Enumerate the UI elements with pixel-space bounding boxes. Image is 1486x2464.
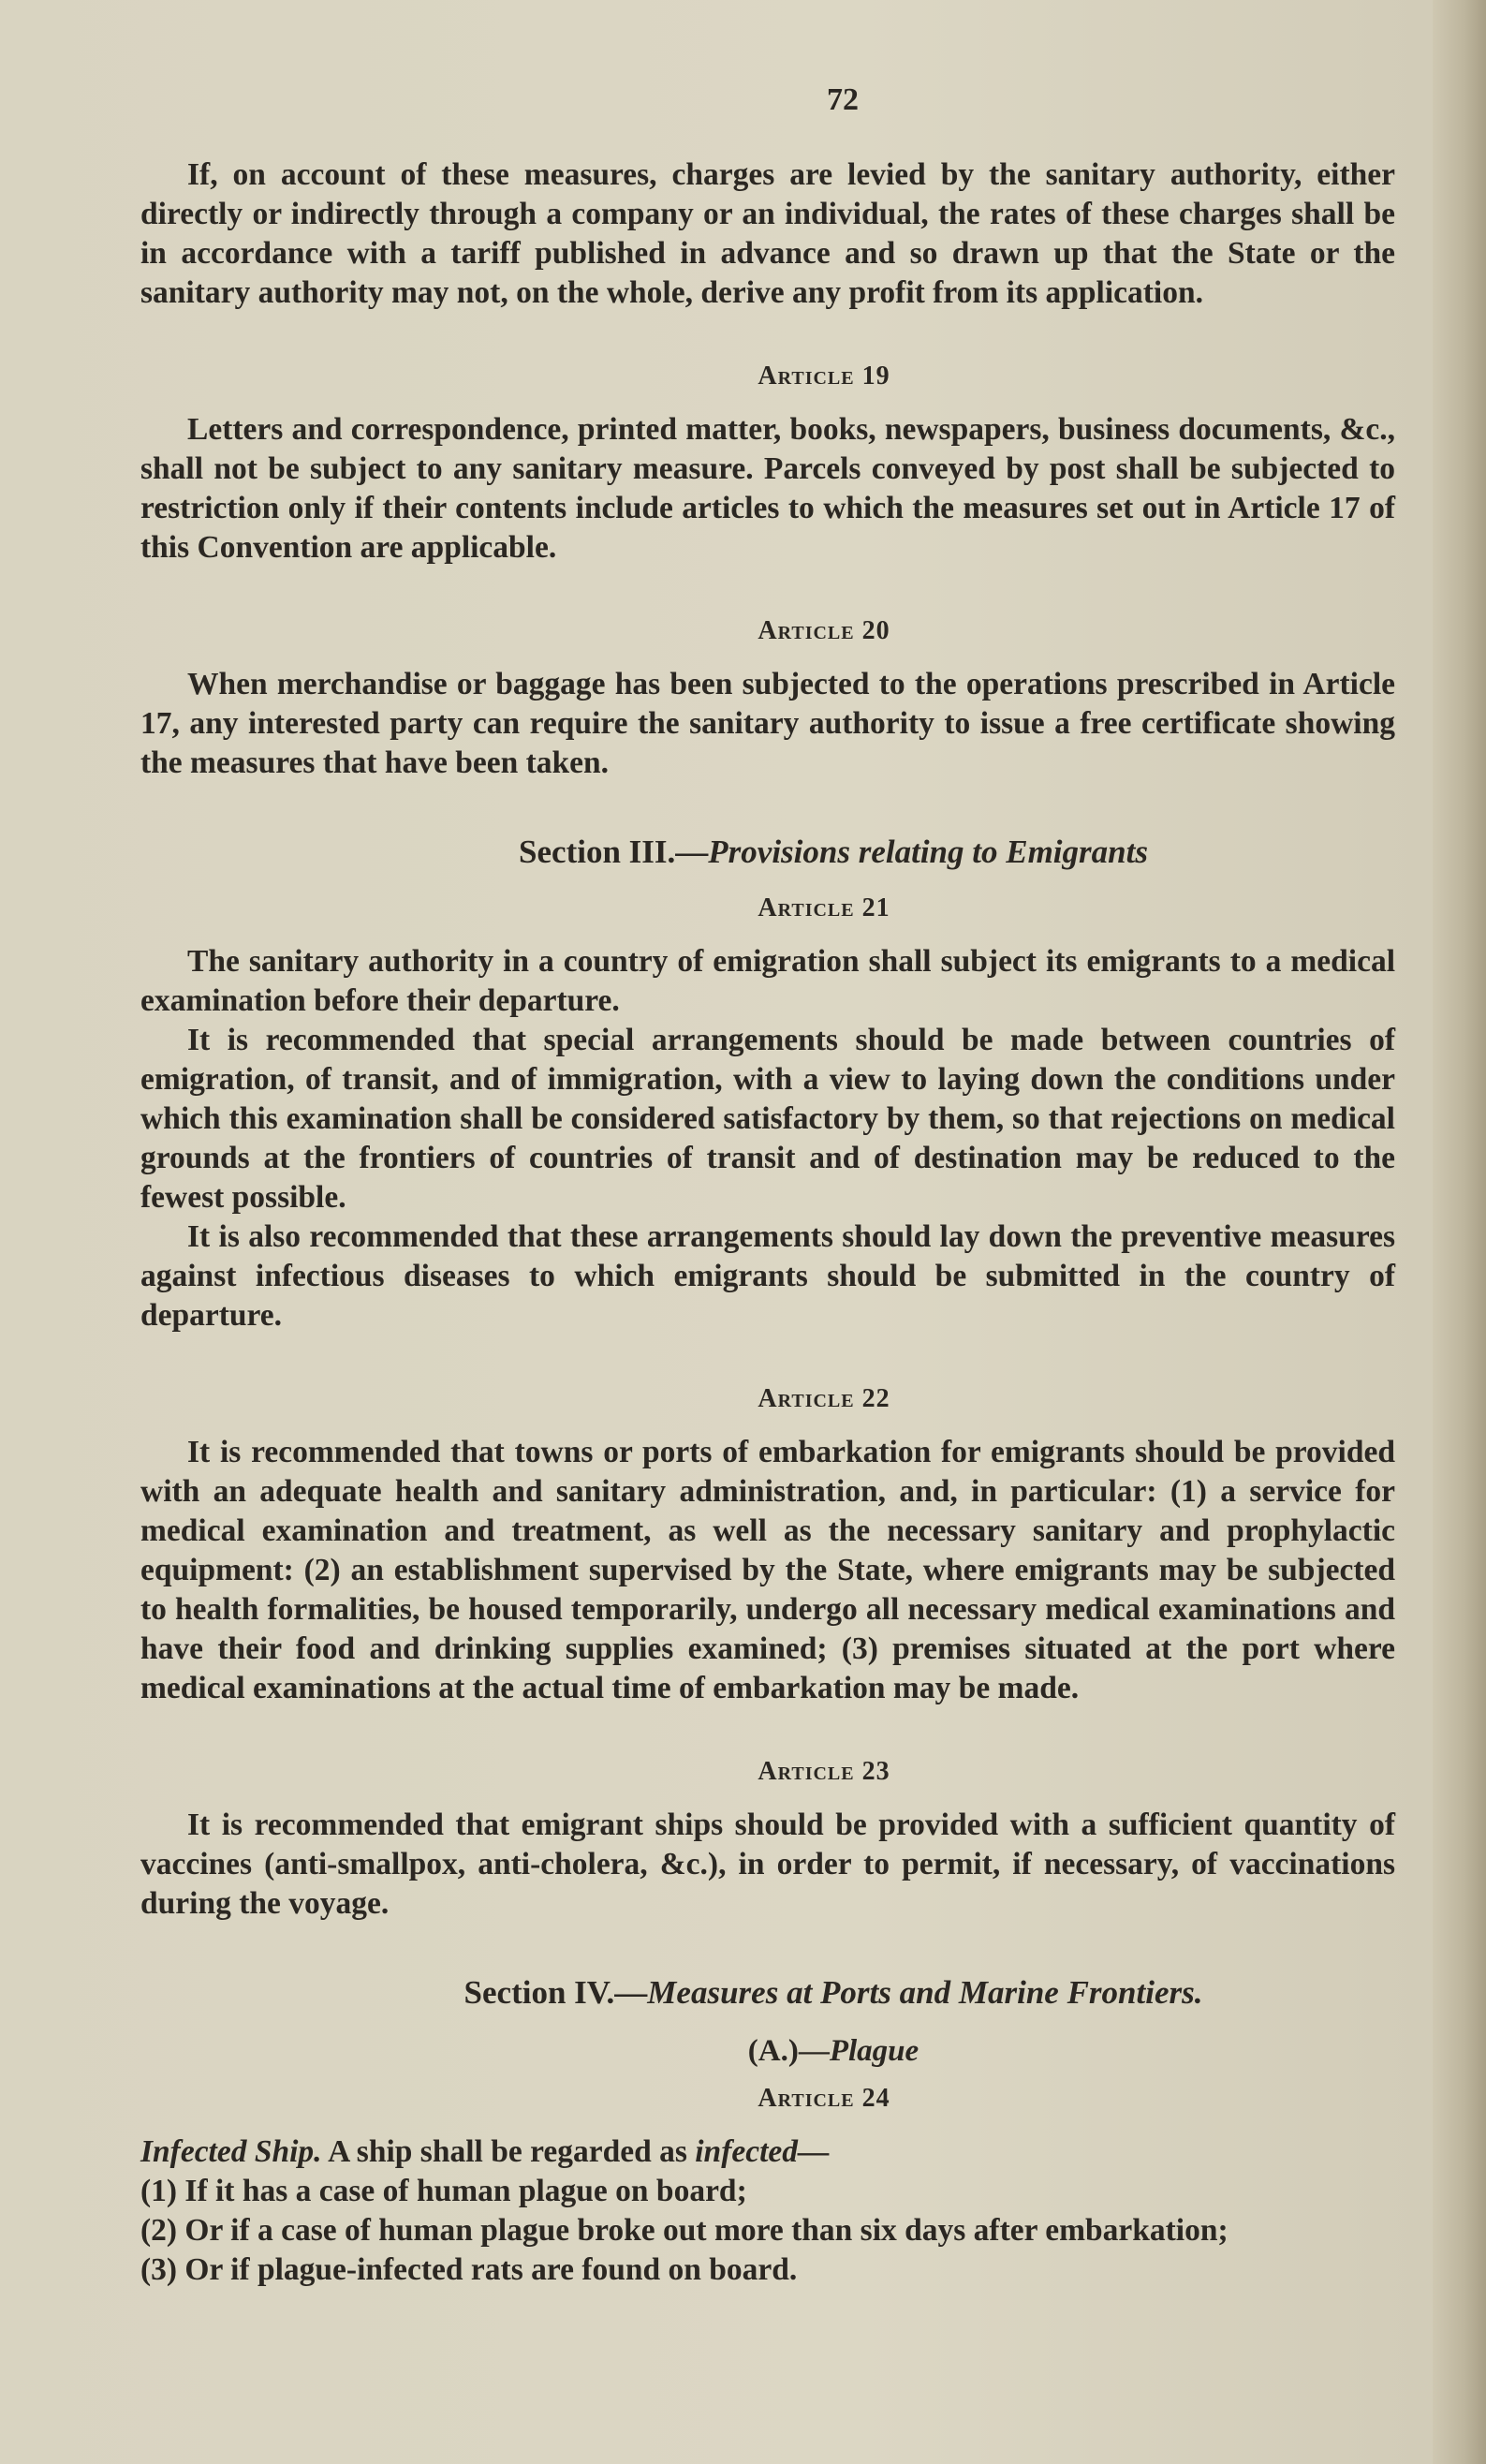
section-3-title: Provisions relating to Emigrants xyxy=(708,834,1148,870)
article-19-text: Letters and correspondence, printed matter, books, newspapers, business documents, &c., shall not be subject to any sanitary measure. Parcels conveyed by post shall be subjected to restriction only if their contents include articles to which the measures set out in Article 17 of this Convention are applicable. xyxy=(140,412,1395,565)
opening-paragraph: If, on account of these measures, charges are levied by the sanitary authority, either directly or indirectly through a company or an individual, the rates of these charges shall be in accordance with a tariff published in advance and so drawn up that the State or the sanitary authority may not, on the whole, derive any profit from its application. xyxy=(140,157,1395,310)
section-4-title: Measures at Ports and Marine Frontiers. xyxy=(647,1974,1203,2011)
article-20-text: When merchandise or baggage has been subjected to the operations prescribed in Article 17, any interested party can require the sanitary authority to issue a free certificate showing the measures that have been taken. xyxy=(140,667,1395,780)
article-21-heading: Article 21 xyxy=(758,893,890,922)
article-23-heading: Article 23 xyxy=(758,1757,890,1786)
section-4-prefix: Section IV.— xyxy=(463,1974,648,2011)
article-21-paragraph: It is recommended that special arrangements should be made between countries of emigration, of transit, and of immigration, with a view to laying down the conditions under which this examination shall be considered satisfactory by them, so that rejections on medical grounds at the frontiers of countries of transit and of destination may be reduced to the fewest possible. xyxy=(140,1023,1395,1215)
book-gutter xyxy=(1433,0,1486,2464)
article-21-paragraph: It is also recommended that these arrangements should lay down the preventive measures against infectious diseases to which emigrants should be submitted in the country of departure. xyxy=(140,1219,1395,1333)
list-item: (3) Or if plague-infected rats are found on board. xyxy=(140,2252,798,2287)
article-23-text: It is recommended that emigrant ships should be provided with a sufficient quantity of vaccines (anti-smallpox, anti-cholera, &c.), in order to permit, if necessary, of vaccinations during the voyage. xyxy=(140,1807,1395,1921)
article-21-paragraph: The sanitary authority in a country of emigration shall subject its emigrants to a medical examination before their departure. xyxy=(140,944,1395,1018)
list-item: (2) Or if a case of human plague broke out more than six days after embarkation; xyxy=(140,2213,1229,2248)
section-3-heading xyxy=(140,834,1395,871)
article-24-heading: Article 24 xyxy=(758,2084,890,2113)
article-19-heading: Article 19 xyxy=(758,361,890,391)
subsection-a-heading xyxy=(140,2034,1395,2069)
page-content xyxy=(140,82,1395,2290)
subsection-a-prefix: (A.)— xyxy=(747,2034,830,2068)
subsection-a-title: Plague xyxy=(829,2034,920,2068)
article-24-lead-term: infected— xyxy=(695,2134,830,2169)
article-24-lead-label: Infected Ship. xyxy=(140,2134,322,2169)
section-3-prefix: Section III.— xyxy=(519,834,709,870)
article-22-heading: Article 22 xyxy=(758,1384,890,1413)
article-20-heading: Article 20 xyxy=(758,616,890,645)
article-22-text: It is recommended that towns or ports of embarkation for emigrants should be provided with an adequate health and sanitary administration, and, in particular: (1) a service for medical examination and treatment, as well as the necessary sanitary and prophylactic equipment: (2) an establishment supervised by the State, where emigrants may be subjected to health formalities, be housed temporarily, undergo all necessary medical examinations and have their food and drinking supplies examined; (3) premises situated at the port where medical examinations at the actual time of embarkation may be made. xyxy=(140,1435,1395,1705)
article-24-lead-text: A ship shall be regarded as xyxy=(321,2134,696,2169)
section-4-heading xyxy=(140,1974,1395,2012)
list-item: (1) If it has a case of human plague on board; xyxy=(140,2174,747,2208)
article-24-lead xyxy=(140,2132,1395,2172)
page-number: 72 xyxy=(827,82,859,117)
